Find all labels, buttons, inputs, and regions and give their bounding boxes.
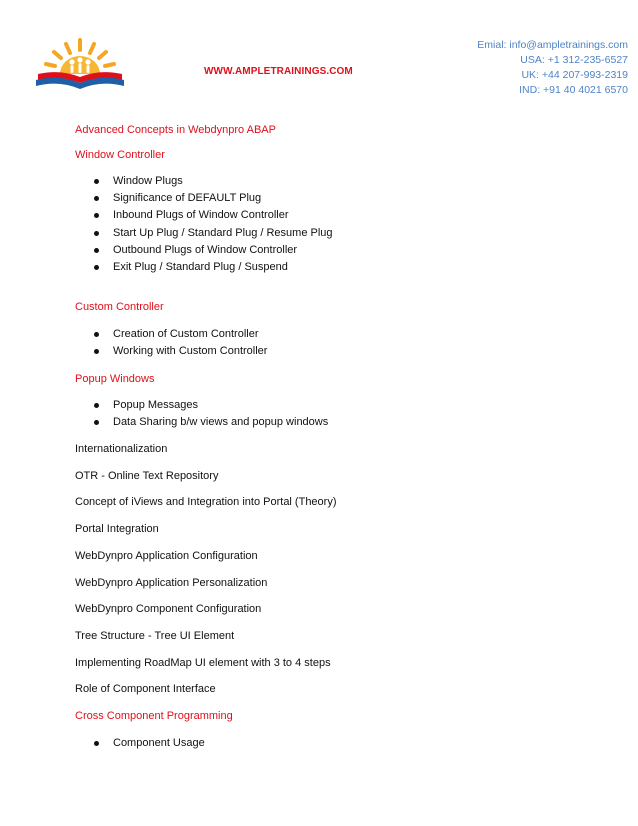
cross-component-heading: Cross Component Programming bbox=[75, 710, 233, 722]
topic-roadmap: Implementing RoadMap UI element with 3 to 4 steps bbox=[75, 657, 331, 669]
list-item: Start Up Plug / Standard Plug / Resume Plug bbox=[75, 225, 595, 242]
contact-phone-usa: USA: +1 312-235-6527 bbox=[520, 54, 628, 66]
list-item: Popup Messages bbox=[75, 397, 595, 414]
topic-component-configuration: WebDynpro Component Configuration bbox=[75, 603, 262, 615]
ample-trainings-logo bbox=[34, 36, 126, 92]
custom-controller-list bbox=[75, 326, 595, 360]
list-item: Significance of DEFAULT Plug bbox=[75, 190, 595, 207]
list-item: Data Sharing b/w views and popup windows bbox=[75, 414, 595, 431]
topic-app-configuration: WebDynpro Application Configuration bbox=[75, 550, 258, 562]
topic-otr: OTR - Online Text Repository bbox=[75, 470, 219, 482]
topic-app-personalization: WebDynpro Application Personalization bbox=[75, 577, 268, 589]
website-link[interactable]: WWW.AMPLETRAININGS.COM bbox=[204, 66, 353, 77]
list-item: Window Plugs bbox=[75, 173, 595, 190]
window-controller-list bbox=[75, 173, 595, 276]
course-title: Advanced Concepts in Webdynpro ABAP bbox=[75, 124, 276, 136]
topic-tree-structure: Tree Structure - Tree UI Element bbox=[75, 630, 235, 642]
cross-component-list bbox=[75, 735, 595, 752]
open-book-icon bbox=[36, 72, 124, 89]
popup-windows-list bbox=[75, 397, 595, 431]
list-item: Outbound Plugs of Window Controller bbox=[75, 242, 595, 259]
contact-info bbox=[477, 38, 628, 98]
list-item: Creation of Custom Controller bbox=[75, 326, 595, 343]
topic-internationalization: Internationalization bbox=[75, 443, 168, 455]
list-item: Exit Plug / Standard Plug / Suspend bbox=[75, 259, 595, 276]
list-item: Component Usage bbox=[75, 735, 595, 752]
popup-windows-heading: Popup Windows bbox=[75, 373, 155, 385]
topic-portal-integration: Portal Integration bbox=[75, 523, 159, 535]
contact-phone-ind: IND: +91 40 4021 6570 bbox=[519, 84, 628, 96]
custom-controller-heading: Custom Controller bbox=[75, 301, 164, 313]
list-item: Inbound Plugs of Window Controller bbox=[75, 207, 595, 224]
window-controller-heading: Window Controller bbox=[75, 149, 165, 161]
topic-iviews: Concept of iViews and Integration into Portal (Theory) bbox=[75, 496, 337, 508]
contact-email[interactable]: Emial: info@ampletrainings.com bbox=[477, 39, 628, 51]
topic-component-interface: Role of Component Interface bbox=[75, 683, 216, 695]
people-icon bbox=[69, 57, 90, 73]
list-item: Working with Custom Controller bbox=[75, 343, 595, 360]
contact-phone-uk: UK: +44 207-993-2319 bbox=[521, 69, 628, 81]
